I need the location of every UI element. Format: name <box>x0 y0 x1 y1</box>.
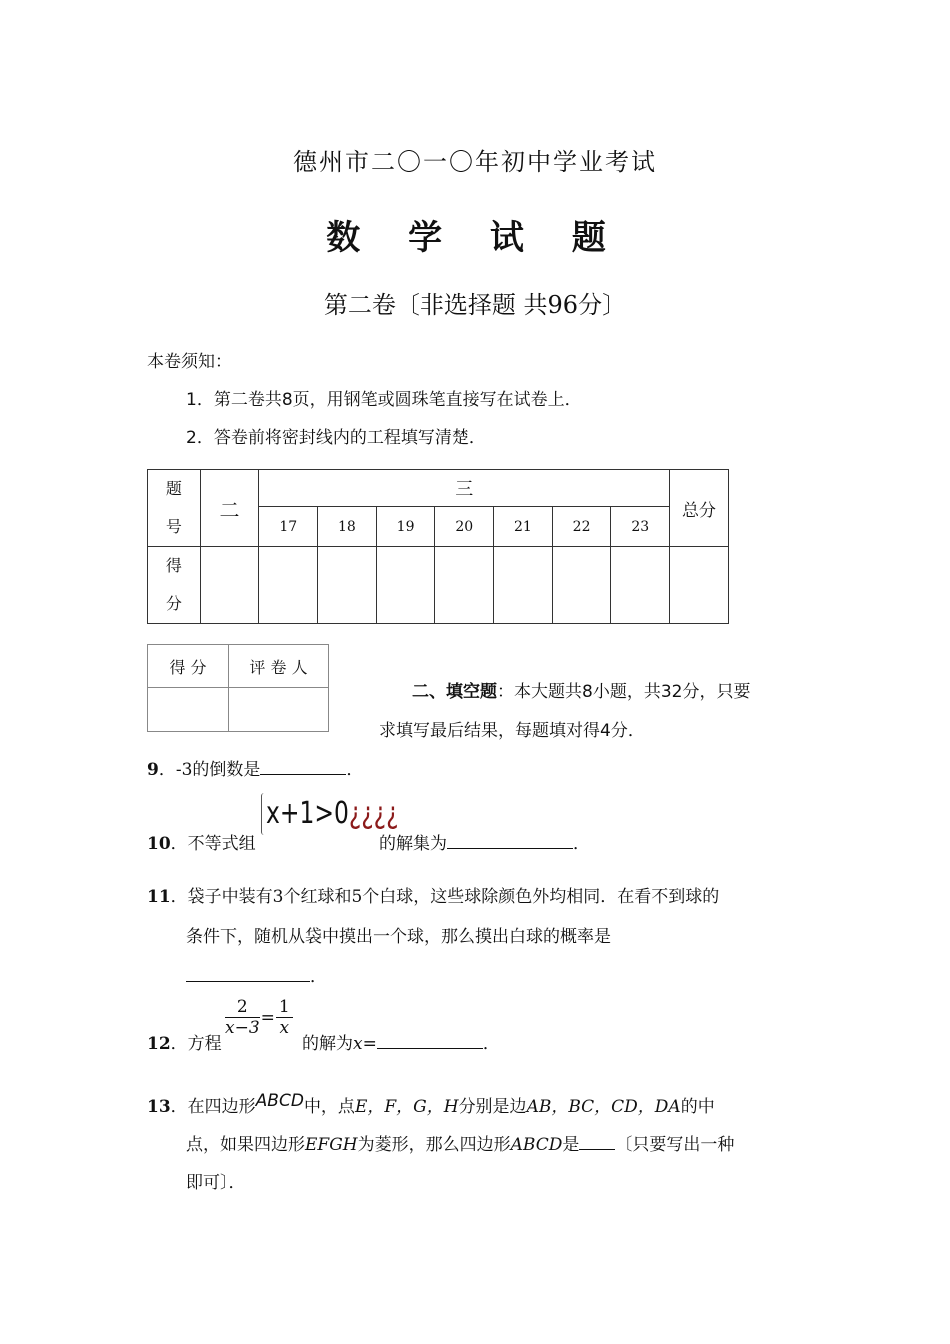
q13-line2-b: 为菱形，那么四边形 <box>357 1135 511 1155</box>
q13-shape-1: ABCD <box>255 1091 304 1111</box>
q10-garbled-marks: ¿¿¿¿ <box>348 796 399 831</box>
question-11-line1 <box>147 882 719 907</box>
question-12-b <box>302 1029 500 1054</box>
sub-col-23: 23 <box>611 507 670 547</box>
sub-col-17: 17 <box>259 507 318 547</box>
grader-score-cell[interactable] <box>148 688 229 732</box>
q9-answer-blank[interactable] <box>260 758 346 775</box>
col-section-three: 三 <box>259 470 670 507</box>
score-cell-two[interactable] <box>200 547 259 624</box>
q12-fraction-left <box>225 997 260 1038</box>
q12-answer-blank[interactable] <box>377 1032 483 1049</box>
col-total: 总分 <box>670 470 729 547</box>
score-cell-22[interactable] <box>552 547 611 624</box>
q11-answer-blank[interactable] <box>186 965 310 982</box>
question-9 <box>147 755 363 780</box>
score-cell-total[interactable] <box>670 547 729 624</box>
q10-end: ． <box>573 834 590 854</box>
q12-frac2-den: x <box>279 1018 290 1038</box>
row-label-score-b: 分 <box>165 594 182 613</box>
q13-line1-b: 中，点 <box>303 1097 355 1117</box>
q12-frac1-num: 2 <box>225 997 260 1018</box>
q13-line3: 即可〕． <box>186 1173 246 1193</box>
q11-end: ． <box>310 967 327 987</box>
notice-item-1: 1．第二卷共8页，用钢笔或圆珠笔直接写在试卷上． <box>186 390 582 410</box>
q13-edges: AB，BC，CD，DA <box>526 1097 681 1117</box>
q10-number: 10 <box>147 834 171 854</box>
q12-text-a: ．方程 <box>170 1034 222 1054</box>
q12-number: 12 <box>147 1034 171 1054</box>
q10-answer-blank[interactable] <box>447 832 573 849</box>
exam-title: 德州市二〇一〇年初中学业考试 <box>293 148 657 176</box>
q13-line1-d: 的中 <box>680 1097 715 1117</box>
q12-equation <box>225 997 293 1038</box>
question-13-line1 <box>147 1092 715 1117</box>
q12-equals: = <box>260 1007 275 1028</box>
row-label-question-a: 题 <box>165 479 182 498</box>
question-13-line2 <box>186 1130 734 1155</box>
grader-name-cell[interactable] <box>229 688 329 732</box>
q13-number: 13 <box>147 1097 171 1117</box>
q13-answer-blank[interactable] <box>579 1133 615 1150</box>
q11-line1: ．袋子中装有3个红球和5个白球，这些球除颜色外均相同．在看不到球的 <box>170 887 720 907</box>
sub-col-21: 21 <box>494 507 553 547</box>
q10-text-a: ．不等式组 <box>170 834 256 854</box>
section-two-desc-1: ：本大题共8小题，共32分，只要 <box>497 682 751 702</box>
row-label-question-b: 号 <box>165 517 182 536</box>
q12-end: ． <box>482 1034 500 1054</box>
col-section-two: 二 <box>200 470 259 547</box>
q10-text-b: 的解集为 <box>379 834 447 854</box>
q10-inequality <box>266 796 399 831</box>
sub-col-22: 22 <box>552 507 611 547</box>
score-cell-17[interactable] <box>259 547 318 624</box>
q13-line1-c: 分别是边 <box>458 1097 527 1117</box>
question-10-a <box>147 829 256 854</box>
q9-end: ． <box>346 760 364 780</box>
q13-line2-d: 〔只要写出一种 <box>615 1135 735 1155</box>
q13-shape-2: EFGH <box>305 1135 358 1155</box>
subject-title: 数 学 试 题 <box>326 218 624 258</box>
sub-col-18: 18 <box>318 507 377 547</box>
q13-line1-a: ．在四边形 <box>170 1097 256 1117</box>
row-label-score-a: 得 <box>165 556 182 575</box>
question-10-b <box>379 829 590 854</box>
q12-frac1-den: x−3 <box>225 1018 260 1038</box>
q12-text-b: 的解为 <box>302 1034 353 1054</box>
sub-col-19: 19 <box>376 507 435 547</box>
q13-shape-3: ABCD <box>510 1135 563 1155</box>
question-11-line3 <box>186 962 327 987</box>
q12-variable: x <box>353 1034 363 1054</box>
sub-col-20: 20 <box>435 507 494 547</box>
q9-text: ．-3的倒数是 <box>158 760 261 780</box>
row-label-question <box>148 470 201 547</box>
row-label-score <box>148 547 201 624</box>
score-cell-23[interactable] <box>611 547 670 624</box>
q10-inequality-text: x+1>0 <box>266 796 349 831</box>
grader-table <box>147 644 329 732</box>
question-12-a <box>147 1029 222 1054</box>
volume-title: 第二卷〔非选择题 共96分〕 <box>323 291 627 319</box>
score-table <box>147 469 729 624</box>
grader-score-label: 得 分 <box>148 645 229 688</box>
q9-number: 9 <box>147 760 159 780</box>
q12-frac2-num: 1 <box>276 997 293 1018</box>
q13-line2-a: 点，如果四边形 <box>186 1135 305 1155</box>
q12-fraction-right <box>276 997 293 1038</box>
q13-line2-c: 是 <box>562 1135 580 1155</box>
score-cell-19[interactable] <box>376 547 435 624</box>
score-cell-20[interactable] <box>435 547 494 624</box>
notice-heading: 本卷须知： <box>147 352 232 372</box>
section-two-desc-2: 求填写最后结果，每题填对得4分． <box>379 721 645 741</box>
grader-name-label: 评 卷 人 <box>229 645 329 688</box>
q11-line2: 条件下，随机从袋中摸出一个球，那么摸出白球的概率是 <box>186 927 611 947</box>
q10-brace <box>261 793 264 835</box>
score-cell-18[interactable] <box>318 547 377 624</box>
score-cell-21[interactable] <box>494 547 553 624</box>
section-two-line1 <box>412 677 750 702</box>
section-two-title: 二、填空题 <box>412 682 497 702</box>
q13-points: E，F，G，H <box>354 1097 459 1117</box>
notice-item-2: 2．答卷前将密封线内的工程填写清楚． <box>186 428 486 448</box>
q11-number: 11 <box>147 887 171 907</box>
q12-assign: = <box>362 1034 377 1054</box>
